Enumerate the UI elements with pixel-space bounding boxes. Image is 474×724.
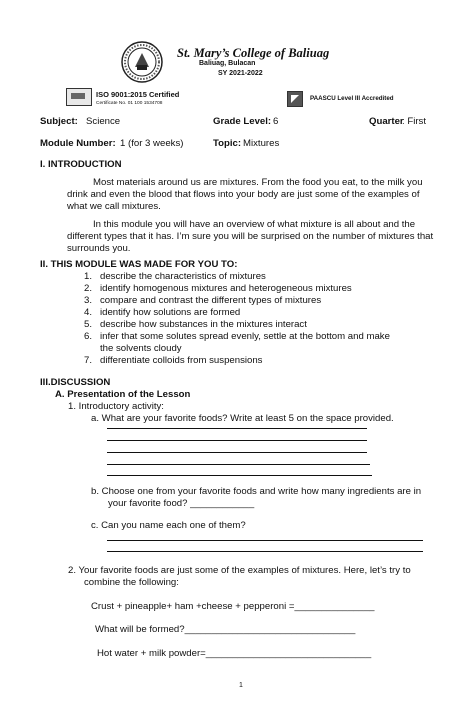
objective-number: 2.	[84, 283, 93, 294]
iso-certificate-number: Certificate No. 01 100 1534708	[96, 101, 163, 106]
school-seal-icon	[121, 41, 163, 83]
intro-p1-line1: Most materials around us are mixtures. From the food you eat, to the milk you	[93, 177, 423, 188]
intro-p2-line2: different types that it has. I’m sure you will be surprised on the number of mixtures that	[67, 231, 434, 242]
answer-line[interactable]	[107, 475, 372, 476]
objective-text: describe how substances in the mixtures interact	[100, 319, 307, 330]
introduction-heading: I. INTRODUCTION	[40, 159, 122, 170]
quarter-value: : First	[402, 116, 426, 127]
objective-number: 7.	[84, 355, 93, 366]
answer-line[interactable]	[107, 428, 367, 429]
subject-label: Subject:	[40, 116, 78, 127]
grade-label: Grade Level:	[213, 116, 272, 127]
page-number: 1	[239, 682, 243, 689]
answer-line[interactable]	[107, 440, 367, 441]
objective-number: 6.	[84, 331, 93, 342]
school-year: SY 2021-2022	[218, 70, 263, 77]
topic-value: Mixtures	[243, 138, 280, 149]
objective-text: describe the characteristics of mixtures	[100, 271, 266, 282]
intro-p2-line1: In this module you will have an overview of what mixture is all about and the	[93, 219, 416, 230]
school-address: Baliuag, Bulacan	[199, 60, 256, 67]
paascu-accreditation: PAASCU Level III Accredited	[310, 95, 394, 102]
grade-value: 6	[273, 116, 279, 127]
subject-value: Science	[86, 116, 121, 127]
objective-number: 1.	[84, 271, 93, 282]
answer-line[interactable]	[107, 452, 367, 453]
answer-line[interactable]	[107, 540, 423, 541]
presentation-subheading: A. Presentation of the Lesson	[55, 389, 191, 400]
objective-number: 5.	[84, 319, 93, 330]
discussion-heading: III.DISCUSSION	[40, 377, 111, 388]
intro-p2-line3: surrounds you.	[67, 243, 131, 254]
example-pizza: Crust + pineapple+ ham +cheese + pepperoni =_______________	[91, 601, 375, 612]
intro-p1-line3: what we call mixtures.	[67, 201, 161, 212]
example-milk: Hot water + milk powder=_______________________________	[97, 648, 372, 659]
question-b-line2: your favorite food? ____________	[108, 498, 255, 509]
objectives-heading: II. THIS MODULE WAS MADE FOR YOU TO:	[40, 259, 238, 270]
module-value: 1 (for 3 weeks)	[120, 138, 184, 149]
objective-text: the solvents cloudy	[100, 343, 182, 354]
objective-text: identify how solutions are formed	[100, 307, 241, 318]
question-a: a. What are your favorite foods? Write at least 5 on the space provided.	[91, 413, 394, 424]
iso-certified: ISO 9001:2015 Certified	[96, 90, 180, 99]
objective-text: compare and contrast the different types of mixtures	[100, 295, 322, 306]
objective-number: 3.	[84, 295, 93, 306]
quarter-label: Quarter	[369, 116, 404, 127]
module-label: Module Number:	[40, 138, 116, 149]
objective-text: differentiate colloids from suspensions	[100, 355, 263, 366]
objective-text: identify homogenous mixtures and heterogeneous mixtures	[100, 283, 352, 294]
item-2-line2: combine the following:	[84, 577, 179, 588]
school-name: St. Mary’s College of Baliuag	[177, 46, 330, 60]
paascu-logo-icon	[287, 91, 303, 107]
objective-text: infer that some solutes spread evenly, settle at the bottom and make	[100, 331, 390, 342]
answer-line[interactable]	[107, 551, 423, 552]
question-c: c. Can you name each one of them?	[91, 520, 246, 531]
question-b-line1: b. Choose one from your favorite foods and write how many ingredients are in	[91, 486, 422, 497]
objective-number: 4.	[84, 307, 93, 318]
topic-label: Topic:	[213, 138, 242, 149]
item-2-line1: 2. Your favorite foods are just some of the examples of mixtures. Here, let’s try to	[68, 565, 411, 576]
answer-line[interactable]	[107, 464, 370, 465]
iso-logo-icon	[66, 88, 92, 106]
example-formed: What will be formed?________________________________	[95, 624, 356, 635]
intro-p1-line2: drink and even the blood that flows into your body are just some of the examples of	[67, 189, 420, 200]
introductory-activity: 1. Introductory activity:	[68, 401, 164, 412]
